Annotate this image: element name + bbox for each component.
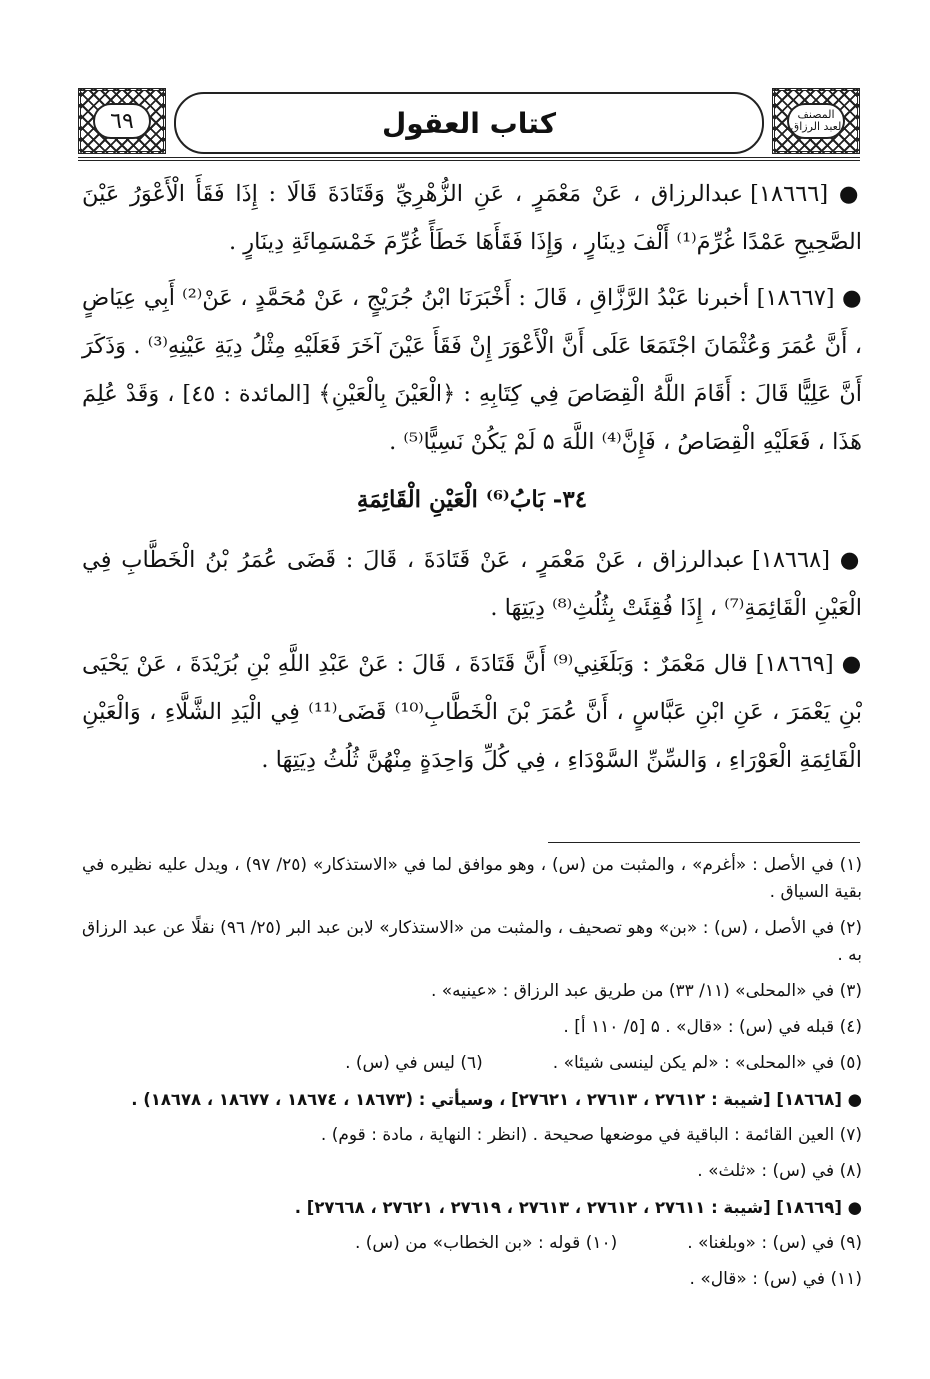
- footnote-10: (١٠) قوله : «بن الخطاب» من (س) .: [354, 1233, 618, 1253]
- footnote-6: (٦) ليس في (س) .: [345, 1053, 483, 1073]
- reference-18668: ● [١٨٦٦٨] [شيبة : ٢٧٦١٢ ، ٢٧٦١٣ ، ٢٧٦٢١] ، وسيأتي : (١٨٦٧٣ ، ١٨٦٧٤ ، ١٨٦٧٧ ، ١٨٦٧٨) .: [131, 1090, 862, 1109]
- hadith-18668: ● [١٨٦٦٨] عبدالرزاق ، عَنْ مَعْمَرٍ ، عَنْ قَتَادَةَ ، قَالَ : قَضَى عُمَرُ بْنُ الْخَطَّابِ فِي الْعَيْنِ الْقَائِمَةِ⁽⁷⁾ ، إِذَا فُقِئَتْ بِثُلُثِ⁽⁸⁾ دِيَتِهَا .: [82, 547, 862, 621]
- footnote-4: (٤) قبله في (س) : «قال» . ۵ [٥/ ١١٠ أ] .: [563, 1017, 862, 1037]
- footnote-7: (٧) العين القائمة : الباقية في موضعها صحيحة . (انظر : النهاية ، مادة : قوم) .: [320, 1125, 862, 1145]
- footnote-1: (١) في الأصل : «أغرم» ، والمثبت من (س) ، وهو موافق لما في «الاستذكار» (٢٥/ ٩٧) ، ويدل عليه نظيره في بقية السياق .: [82, 855, 862, 902]
- footnote-9: (٩) في (س) : «وبلغنا» .: [687, 1233, 862, 1253]
- footnote-row-5-6: [82, 1050, 862, 1077]
- footnote-row-9-10: [82, 1230, 862, 1257]
- page-number: ٦٩: [110, 108, 134, 134]
- page-number-ornament: [78, 88, 166, 154]
- header-divider: [78, 157, 860, 161]
- footnote-11: (١١) في (س) : «قال» .: [689, 1269, 862, 1289]
- hadith-18666: ● [١٨٦٦٦] عبدالرزاق ، عَنْ مَعْمَرٍ ، عَنِ الزُّهْرِيِّ وَقَتَادَةَ قَالَا : إِذَا فَقَأَ الْأَعْوَرُ عَيْنَ الصَّحِيحِ عَمْدًا غُرِّمَ⁽¹⁾ أَلْفَ دِينَارٍ ، وَإِذَا فَقَأَهَا خَطَأً غُرِّمَ خَمْسَمِائَةِ دِينَارٍ .: [82, 181, 862, 255]
- footnote-8: (٨) في (س) : «ثلث» .: [697, 1161, 862, 1181]
- chapter-heading: ٣٤- بَابُ⁽⁶⁾ الْعَيْنِ الْقَائِمَةِ: [356, 486, 588, 513]
- footnotes: [82, 852, 862, 1302]
- chapter-title: كتاب العقول: [381, 106, 557, 140]
- reference-18669: ● [١٨٦٦٩] [شيبة : ٢٧٦١١ ، ٢٧٦١٢ ، ٢٧٦١٣ ، ٢٧٦١٩ ، ٢٧٦٢١ ، ٢٧٦٦٨] .: [294, 1198, 862, 1217]
- hadith-18667: ● [١٨٦٦٧] أخبرنا عَبْدُ الرَّزَّاقِ ، قَالَ : أَخْبَرَنَا ابْنُ جُرَيْجٍ ، عَنْ مُحَمَّدٍ ، عَنْ⁽²⁾ أَبِي عِيَاضٍ ، أَنَّ عُمَرَ وَعُثْمَانَ اجْتَمَعَا عَلَى أَنَّ الْأَعْوَرَ إِنْ فَقَأَ عَيْنَ آخَرَ فَعَلَيْهِ مِثْلُ دِيَةِ عَيْنِهِ⁽³⁾ . وَذَكَرَ أَنَّ عَلِيًّا قَالَ : أَقَامَ اللَّهُ الْقِصَاصَ فِي كِتَابِهِ : ﴿الْعَيْنَ بِالْعَيْنِ﴾ [المائدة : ٤٥] ، وَقَدْ عُلِمَ هَذَا ، فَعَلَيْهِ الْقِصَاصُ ، فَإِنَّ⁽⁴⁾ اللَّهَ ۵ لَمْ يَكُنْ نَسِيًّا⁽⁵⁾ .: [82, 285, 863, 455]
- footnote-3: (٣) في «المحلى» (١١/ ٣٣) من طريق عبد الرزاق : «عينيه» .: [430, 981, 862, 1001]
- book-logo-ornament: [772, 88, 860, 154]
- main-text: [82, 170, 862, 792]
- chapter-title-frame: [174, 92, 764, 154]
- footnote-divider: [548, 842, 860, 843]
- footnote-2: (٢) في الأصل ، (س) : «بن» وهو تصحيف ، والمثبت من «الاستذكار» لابن عبد البر (٢٥/ ٩٦) نقلًا عن عبد الرزاق به .: [82, 918, 862, 965]
- book-logo: المصنف لعبد الرزاق: [790, 108, 842, 133]
- page-header: [78, 88, 860, 158]
- footnote-5: (٥) في «المحلى» : «لم يكن لينسى شيئا» .: [552, 1053, 862, 1073]
- hadith-18669: ● [١٨٦٦٩] قال مَعْمَرٌ : وَبَلَغَنِي⁽⁹⁾ أَنَّ قَتَادَةَ ، قَالَ : عَنْ عَبْدِ اللَّهِ بْنِ بُرَيْدَةَ ، عَنْ يَحْيَى بْنِ يَعْمَرَ ، عَنِ ابْنِ عَبَّاسٍ ، أَنَّ عُمَرَ بْنَ الْخَطَّابِ⁽¹⁰⁾ قَضَى⁽¹¹⁾ فِي الْيَدِ الشَّلَّاءِ ، وَالْعَيْنِ الْقَائِمَةِ الْعَوْرَاءِ ، وَالسِّنِّ السَّوْدَاءِ ، فِي كُلِّ وَاحِدَةٍ مِنْهُنَّ ثُلُثُ دِيَتِهَا .: [82, 651, 862, 773]
